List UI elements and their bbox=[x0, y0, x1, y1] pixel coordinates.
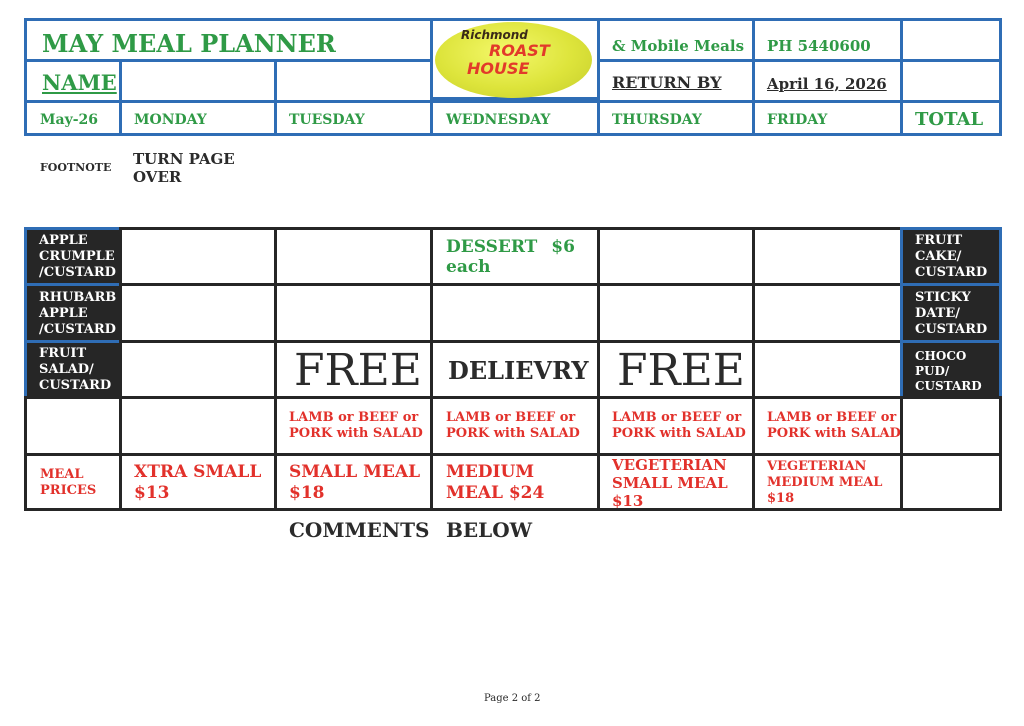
grid-r3-fri[interactable] bbox=[752, 340, 903, 399]
dessert-left-1: APPLE CRUMPLE /CUSTARD bbox=[24, 227, 122, 286]
price-veg-medium: VEGETERIAN MEDIUM MEAL $18 bbox=[752, 453, 903, 511]
price-veg-small: VEGETERIAN SMALL MEAL $13 bbox=[597, 453, 755, 511]
free-delivery-text-2: FREE bbox=[617, 345, 745, 396]
dessert-price-cell bbox=[430, 227, 600, 286]
grid-r1-thu[interactable] bbox=[597, 227, 755, 286]
grid-r5-total[interactable] bbox=[900, 453, 1002, 511]
footnote-label: FOOTNOTE bbox=[40, 161, 112, 174]
name-label: NAME bbox=[42, 70, 117, 95]
grid-r3-thu bbox=[597, 340, 755, 399]
meal-prices-label: MEAL PRICES bbox=[40, 467, 97, 498]
comments-word: COMMENTS bbox=[289, 518, 430, 542]
month-label: May-26 bbox=[40, 112, 98, 128]
name-label-cell bbox=[24, 59, 122, 103]
dessert-left-2: RHUBARB APPLE /CUSTARD bbox=[24, 283, 122, 343]
grid-r3-wed bbox=[430, 340, 600, 399]
meal-option-fri[interactable]: LAMB or BEEF or PORK with SALAD bbox=[752, 396, 903, 456]
return-by-date: April 16, 2026 bbox=[767, 75, 887, 93]
grid-r3-mon[interactable] bbox=[119, 340, 277, 399]
blank-header-cell bbox=[900, 18, 1002, 62]
name-input-cell-2[interactable] bbox=[274, 59, 433, 103]
grid-r2-mon[interactable] bbox=[119, 283, 277, 343]
grid-r1-fri[interactable] bbox=[752, 227, 903, 286]
return-date-cell bbox=[752, 59, 903, 103]
price-medium: MEDIUM MEAL $24 bbox=[430, 453, 600, 511]
roast-house-logo: Richmond ROAST HOUSE bbox=[433, 21, 597, 97]
phone-number: PH 5440600 bbox=[767, 37, 871, 55]
meal-option-wed[interactable]: LAMB or BEEF or PORK with SALAD bbox=[430, 396, 600, 456]
phone-cell bbox=[752, 18, 903, 62]
name-input-cell-1[interactable] bbox=[119, 59, 277, 103]
footnote-text: TURN PAGE OVER bbox=[133, 150, 235, 186]
month-cell bbox=[24, 100, 122, 136]
return-by-cell bbox=[597, 59, 755, 103]
grid-r3-tue bbox=[274, 340, 433, 399]
price-xtra-small: XTRA SMALL $13 bbox=[119, 453, 277, 511]
return-by-label: RETURN BY bbox=[612, 73, 722, 92]
grid-r2-tue[interactable] bbox=[274, 283, 433, 343]
blank-header-cell-2 bbox=[900, 59, 1002, 103]
grid-r2-fri[interactable] bbox=[752, 283, 903, 343]
dessert-right-3: CHOCO PUD/ CUSTARD bbox=[900, 340, 1002, 399]
day-thursday: THURSDAY bbox=[597, 100, 755, 136]
meal-option-thu[interactable]: LAMB or BEEF or PORK with SALAD bbox=[597, 396, 755, 456]
dessert-right-2: STICKY DATE/ CUSTARD bbox=[900, 283, 1002, 343]
grid-r4-total[interactable] bbox=[900, 396, 1002, 456]
free-delivery-text-1: FREE bbox=[294, 345, 422, 396]
mobile-meals-text: & Mobile Meals bbox=[612, 37, 745, 55]
grid-r4-mon[interactable] bbox=[119, 396, 277, 456]
dessert-left-3: FRUIT SALAD/ CUSTARD bbox=[24, 340, 122, 399]
total-cell bbox=[900, 100, 1002, 136]
page-number: Page 2 of 2 bbox=[484, 693, 541, 704]
price-small: SMALL MEAL $18 bbox=[274, 453, 433, 511]
title-cell bbox=[24, 18, 433, 62]
grid-r4-label bbox=[24, 396, 122, 456]
meal-prices-label-cell bbox=[24, 453, 122, 511]
day-friday: FRIDAY bbox=[752, 100, 903, 136]
dessert-price-note: DESSERT $6 each bbox=[446, 237, 575, 277]
meal-option-tue[interactable]: LAMB or BEEF or PORK with SALAD bbox=[274, 396, 433, 456]
grid-r2-thu[interactable] bbox=[597, 283, 755, 343]
grid-r1-tue[interactable] bbox=[274, 227, 433, 286]
delivery-text: DELIEVRY bbox=[448, 356, 589, 385]
dessert-right-1: FRUIT CAKE/ CUSTARD bbox=[900, 227, 1002, 286]
grid-r1-mon[interactable] bbox=[119, 227, 277, 286]
below-word: BELOW bbox=[446, 518, 533, 542]
day-monday: MONDAY bbox=[119, 100, 277, 136]
grid-r2-wed[interactable] bbox=[430, 283, 600, 343]
mobile-meals-cell bbox=[597, 18, 755, 62]
total-label: TOTAL bbox=[915, 109, 984, 130]
day-tuesday: TUESDAY bbox=[274, 100, 433, 136]
day-wednesday: WEDNESDAY bbox=[430, 100, 600, 136]
logo-cell bbox=[430, 18, 600, 100]
page-title: MAY MEAL PLANNER bbox=[42, 29, 336, 58]
